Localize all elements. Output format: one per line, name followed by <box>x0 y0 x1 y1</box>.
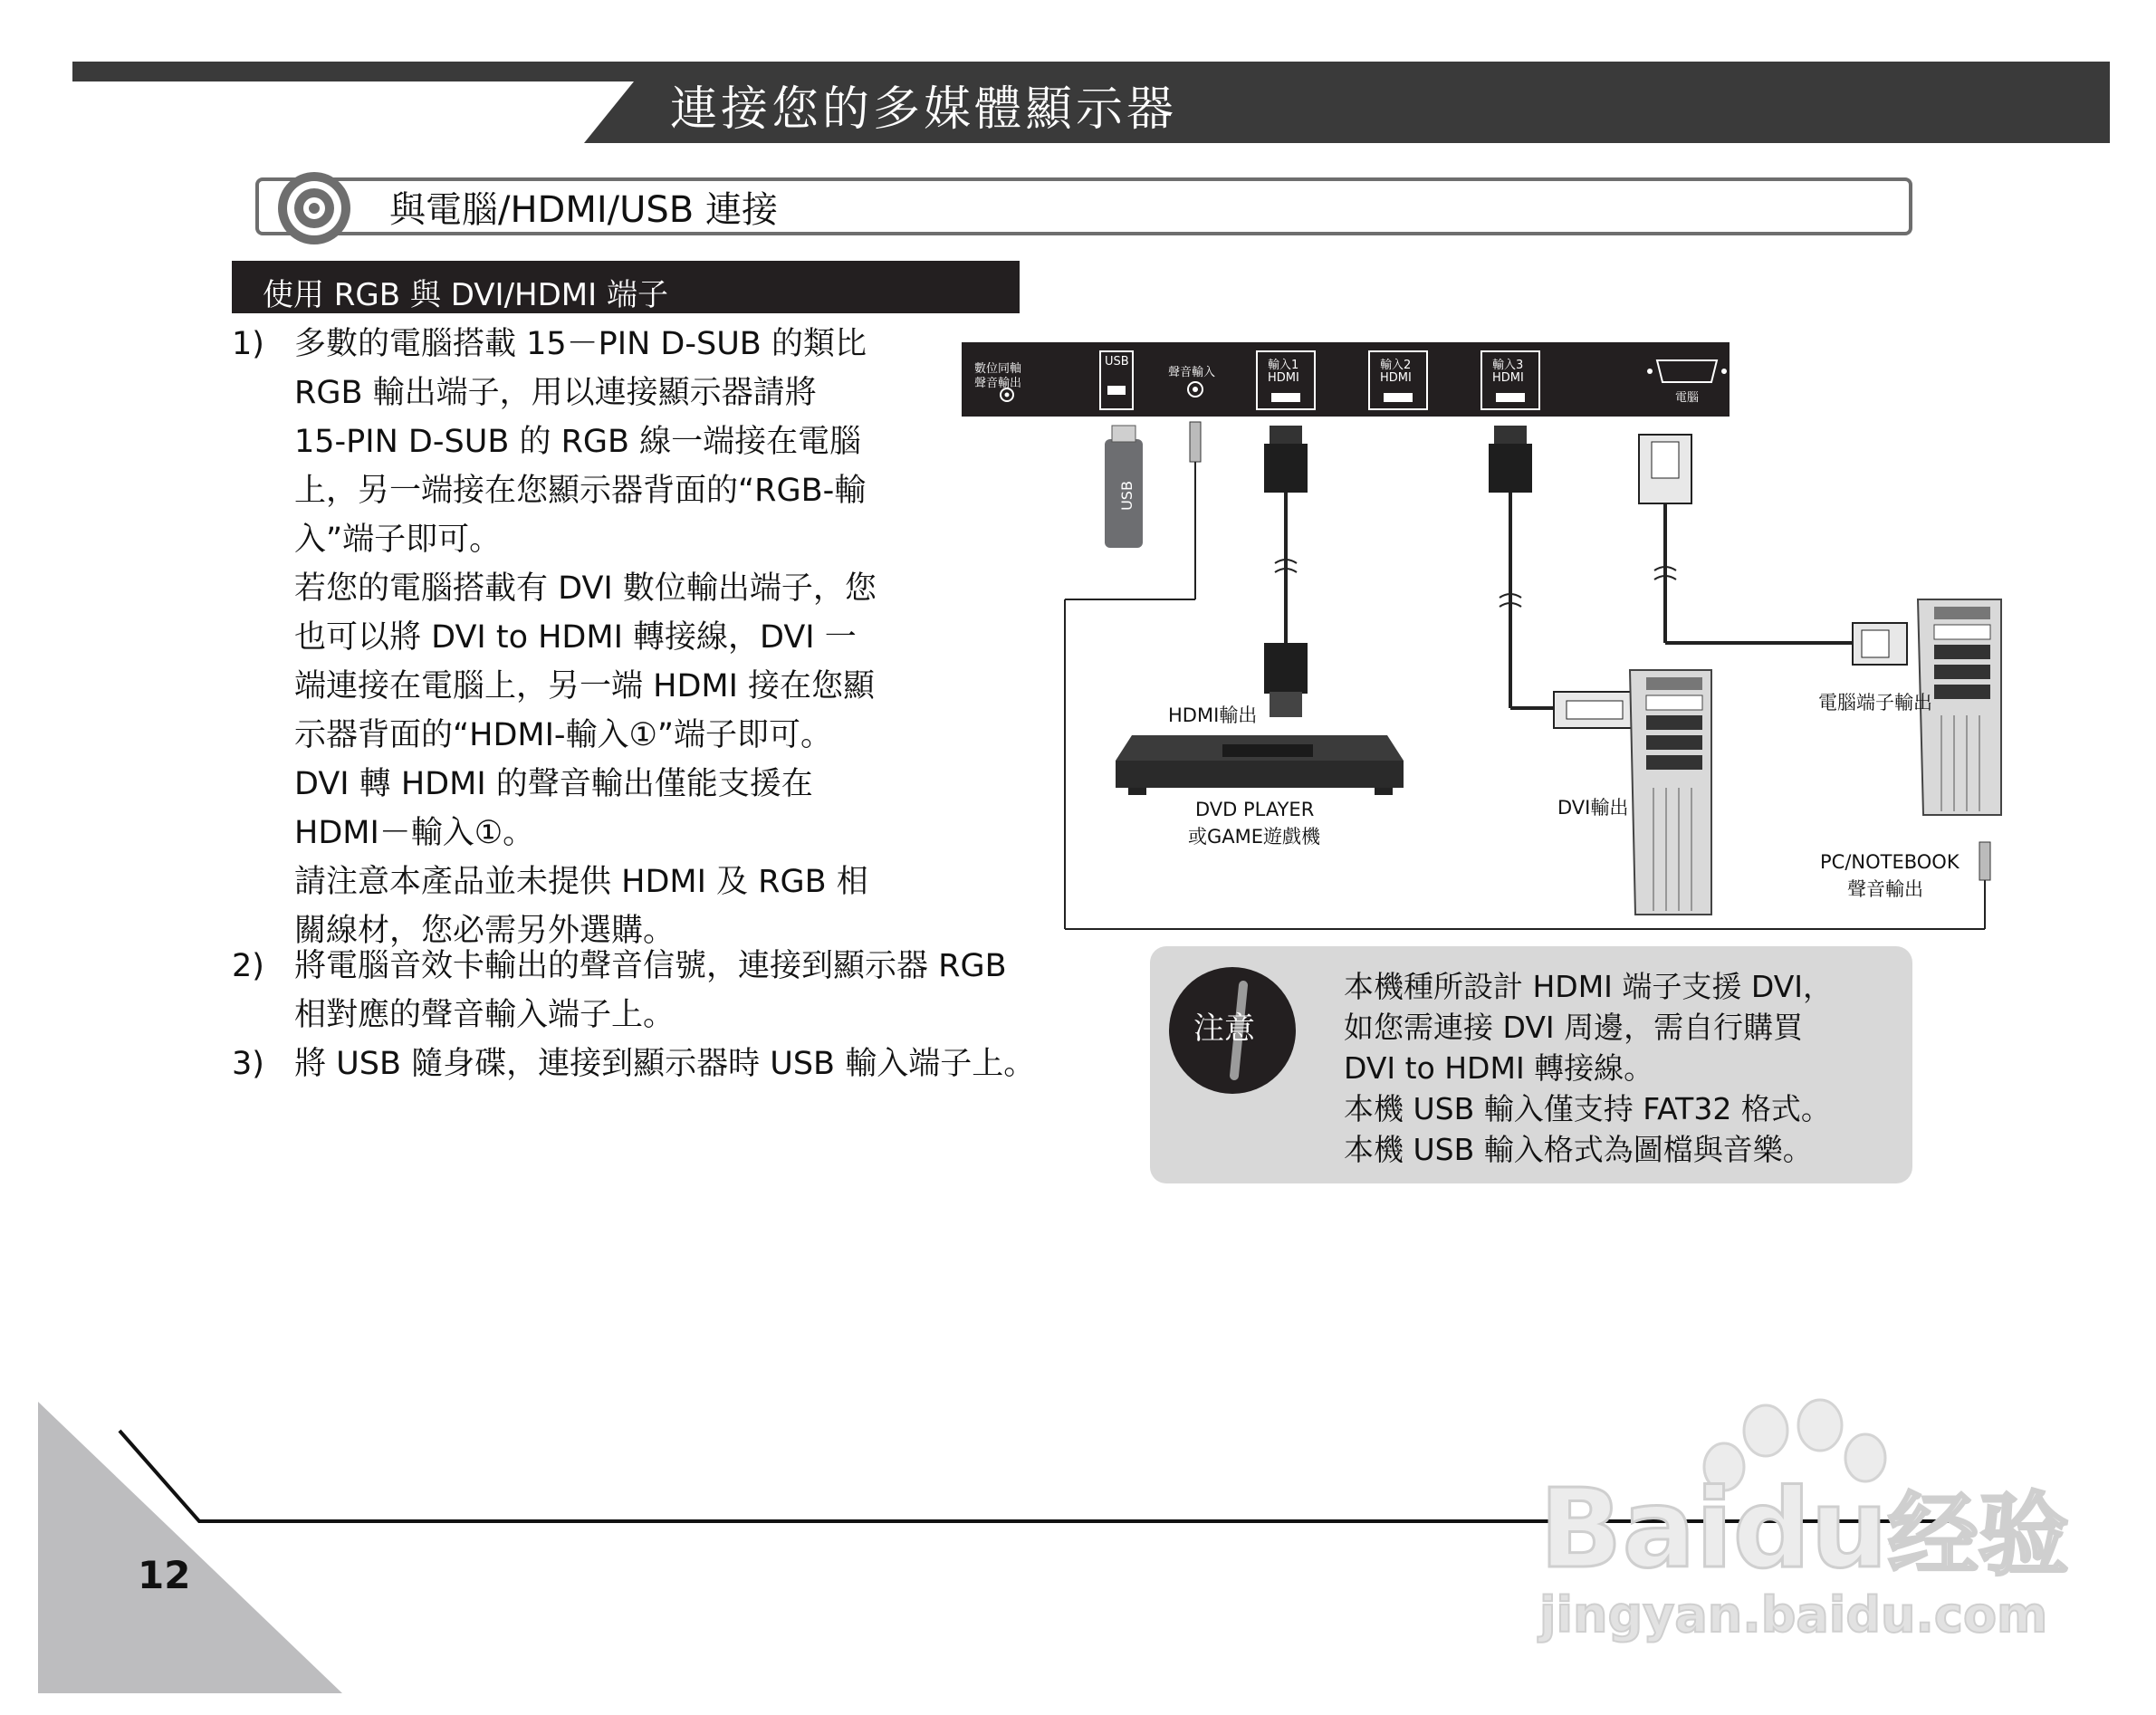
hdmi-port-label: HDMI <box>1380 371 1412 385</box>
note-line: 如您需連接 DVI 周邊，需自行購買 <box>1344 1010 1804 1045</box>
coax-label: 數位同軸 <box>974 362 1022 376</box>
step-text-line: 15-PIN D-SUB 的 RGB 線一端接在電腦 <box>294 424 862 460</box>
step-text-line: 示器背面的“HDMI-輸入①”端子即可。 <box>294 717 833 753</box>
step-text-line: 也可以將 DVI to HDMI 轉接線，DVI 一 <box>294 619 857 656</box>
step-text-line: 請注意本產品並未提供 HDMI 及 RGB 相 <box>294 864 868 900</box>
note-line: DVI to HDMI 轉接線。 <box>1344 1050 1654 1086</box>
pc-tower-left <box>1630 670 1711 915</box>
note-line: 本機 USB 輸入僅支持 FAT32 格式。 <box>1344 1091 1831 1126</box>
pc-notebook-label: 聲音輸出 <box>1847 878 1923 900</box>
note-line: 本機 USB 輸入格式為圖檔與音樂。 <box>1344 1132 1813 1167</box>
hdmi-port-label: HDMI <box>1492 371 1524 385</box>
note-line: 本機種所設計 HDMI 端子支援 DVI， <box>1344 969 1834 1004</box>
tv-back-panel <box>962 342 1730 417</box>
page-number: 12 <box>138 1553 191 1597</box>
pc-notebook-label: PC/NOTEBOOK <box>1820 851 1960 873</box>
watermark-text: Baidu经验 <box>1539 1467 2069 1593</box>
step-text-line: 將 USB 隨身碟，連接到顯示器時 USB 輸入端子上。 <box>294 1046 1036 1082</box>
step-text-line: 多數的電腦搭載 15－PIN D-SUB 的類比 <box>294 326 867 362</box>
step-number: 1) <box>232 326 264 362</box>
step-text-line: HDMI－輸入①。 <box>294 815 535 851</box>
note-label: 注意 <box>1193 1011 1255 1047</box>
audio-in-label: 聲音輸入 <box>1168 366 1216 379</box>
watermark-url: jingyan.baidu.com <box>1539 1586 2048 1643</box>
step-number: 3) <box>232 1046 264 1082</box>
usb-stick-label: USB <box>1117 481 1135 511</box>
hdmi-port-label: HDMI <box>1268 371 1299 385</box>
dvi-output-label: DVI輸出 <box>1557 797 1629 819</box>
pc-port-label: 電腦 <box>1675 391 1700 405</box>
dvd-player-label: DVD PLAYER <box>1195 799 1315 820</box>
step-text-line: 若您的電腦搭載有 DVI 數位輸出端子，您 <box>294 570 877 607</box>
hdmi-in2-label: 輸入2 <box>1380 359 1412 372</box>
step-text-line: RGB 輸出端子，用以連接顯示器請將 <box>294 375 817 411</box>
step-number: 2) <box>232 948 264 984</box>
hdmi-in1-label: 輸入1 <box>1268 359 1299 372</box>
page-title: 連接您的多媒體顯示器 <box>670 82 1178 137</box>
step-text-line: 將電腦音效卡輸出的聲音信號，連接到顯示器 RGB <box>294 948 1007 984</box>
step-text-line: 入”端子即可。 <box>294 522 502 558</box>
hdmi-output-label: HDMI輸出 <box>1168 704 1258 726</box>
section-title: 與電腦/HDMI/USB 連接 <box>389 189 778 231</box>
connection-diagram <box>951 335 2037 951</box>
step-text-line: DVI 轉 HDMI 的聲音輸出僅能支援在 <box>294 766 813 802</box>
dvd-player-label: 或GAME遊戲機 <box>1188 826 1321 848</box>
usb-port-label: USB <box>1105 355 1129 369</box>
coax-label: 聲音輸出 <box>974 377 1022 390</box>
target-icon <box>276 170 352 246</box>
step-text-line: 相對應的聲音輸入端子上。 <box>294 997 676 1033</box>
pc-port-output-label: 電腦端子輸出 <box>1818 692 1932 714</box>
step-text-line: 端連接在電腦上，另一端 HDMI 接在您顯 <box>294 668 876 704</box>
subsection-title: 使用 RGB 與 DVI/HDMI 端子 <box>263 277 668 313</box>
step-text-line: 關線材，您必需另外選購。 <box>294 913 676 949</box>
hdmi-in3-label: 輸入3 <box>1492 359 1524 372</box>
step-text-line: 上，另一端接在您顯示器背面的“RGB-輸 <box>294 473 867 509</box>
